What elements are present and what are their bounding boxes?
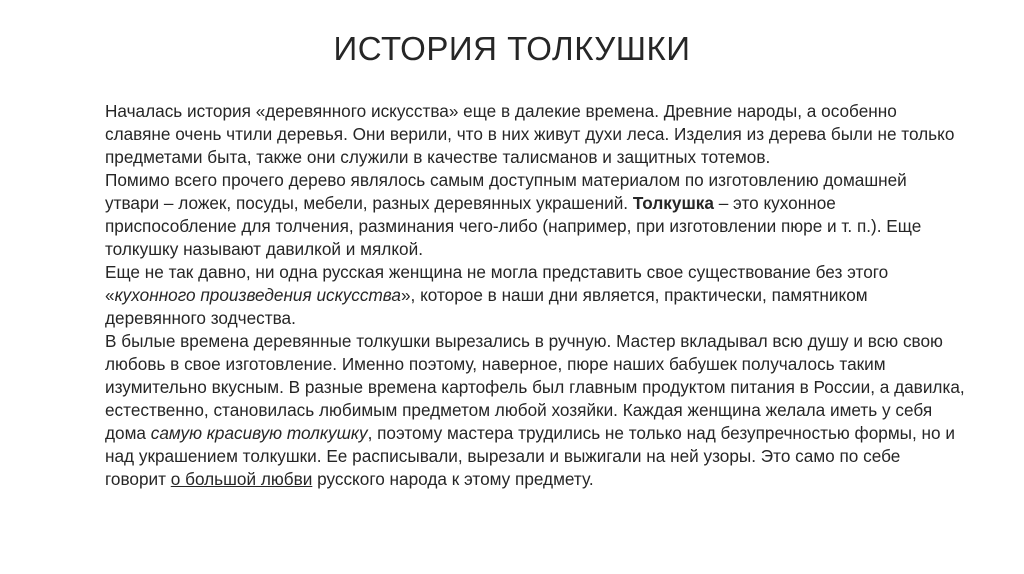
craft-text-start: В былые времена деревянные толкушки вырезались в ручную. Мастер вкладывал всю душу и всю свою любовь в свое изготовление. Именно поэтому, наверное, пюре наших бабушек получалось таким изумительно вкусным. В разные времена картофель был главным продуктом питания в России, а давилка, естественно, становилась любимым предметом любой хозяйки. Каждая женщина желала иметь у себя дома [105, 331, 965, 443]
paragraph-origins: Началась история «деревянного искусства» еще в далекие времена. Древние народы, а особенно славяне очень чтили деревья. Они верили, что в них живут духи леса. Изделия из дерева были не только предметами быта, также они служили в качестве талисманов и защитных тотемов. [105, 101, 955, 167]
paragraph-definition [105, 169, 965, 261]
craft-text-end: русского народа к этому предмету. [312, 469, 594, 489]
definition-text-end: – это кухонное приспособление для толчения, разминания чего-либо (например, при изготовлении пюре и т. п.). Еще толкушку называют давилкой и мялкой. [105, 193, 922, 259]
craft-underlined-phrase: о большой любви [170, 469, 313, 489]
heritage-text-end: », которое в наши дни является, практически, памятником деревянного зодчества. [105, 285, 868, 328]
term-tolkushka: Толкушка [632, 193, 714, 213]
heritage-quote: кухонного произведения искусства [114, 285, 401, 305]
definition-text-start: Помимо всего прочего дерево являлось самым доступным материалом по изготовлению домашней утвари – ложек, посуды, мебели, разных деревянных украшений. [105, 170, 907, 213]
slide-body [105, 100, 965, 491]
slide-title: ИСТОРИЯ ТОЛКУШКИ [333, 30, 691, 67]
craft-text-mid: , поэтому мастера трудились не только над безупречностью формы, но и над украшением толкушки. Ее расписывали, вырезали и выжигали на ней узоры. Это само по себе говорит [105, 423, 955, 489]
craft-emphasis: самую красивую толкушку [150, 423, 368, 443]
paragraph-heritage [105, 261, 965, 330]
paragraph-craft [105, 330, 965, 491]
heritage-text-start: Еще не так давно, ни одна русская женщина не могла представить свое существование без этого « [105, 262, 889, 305]
